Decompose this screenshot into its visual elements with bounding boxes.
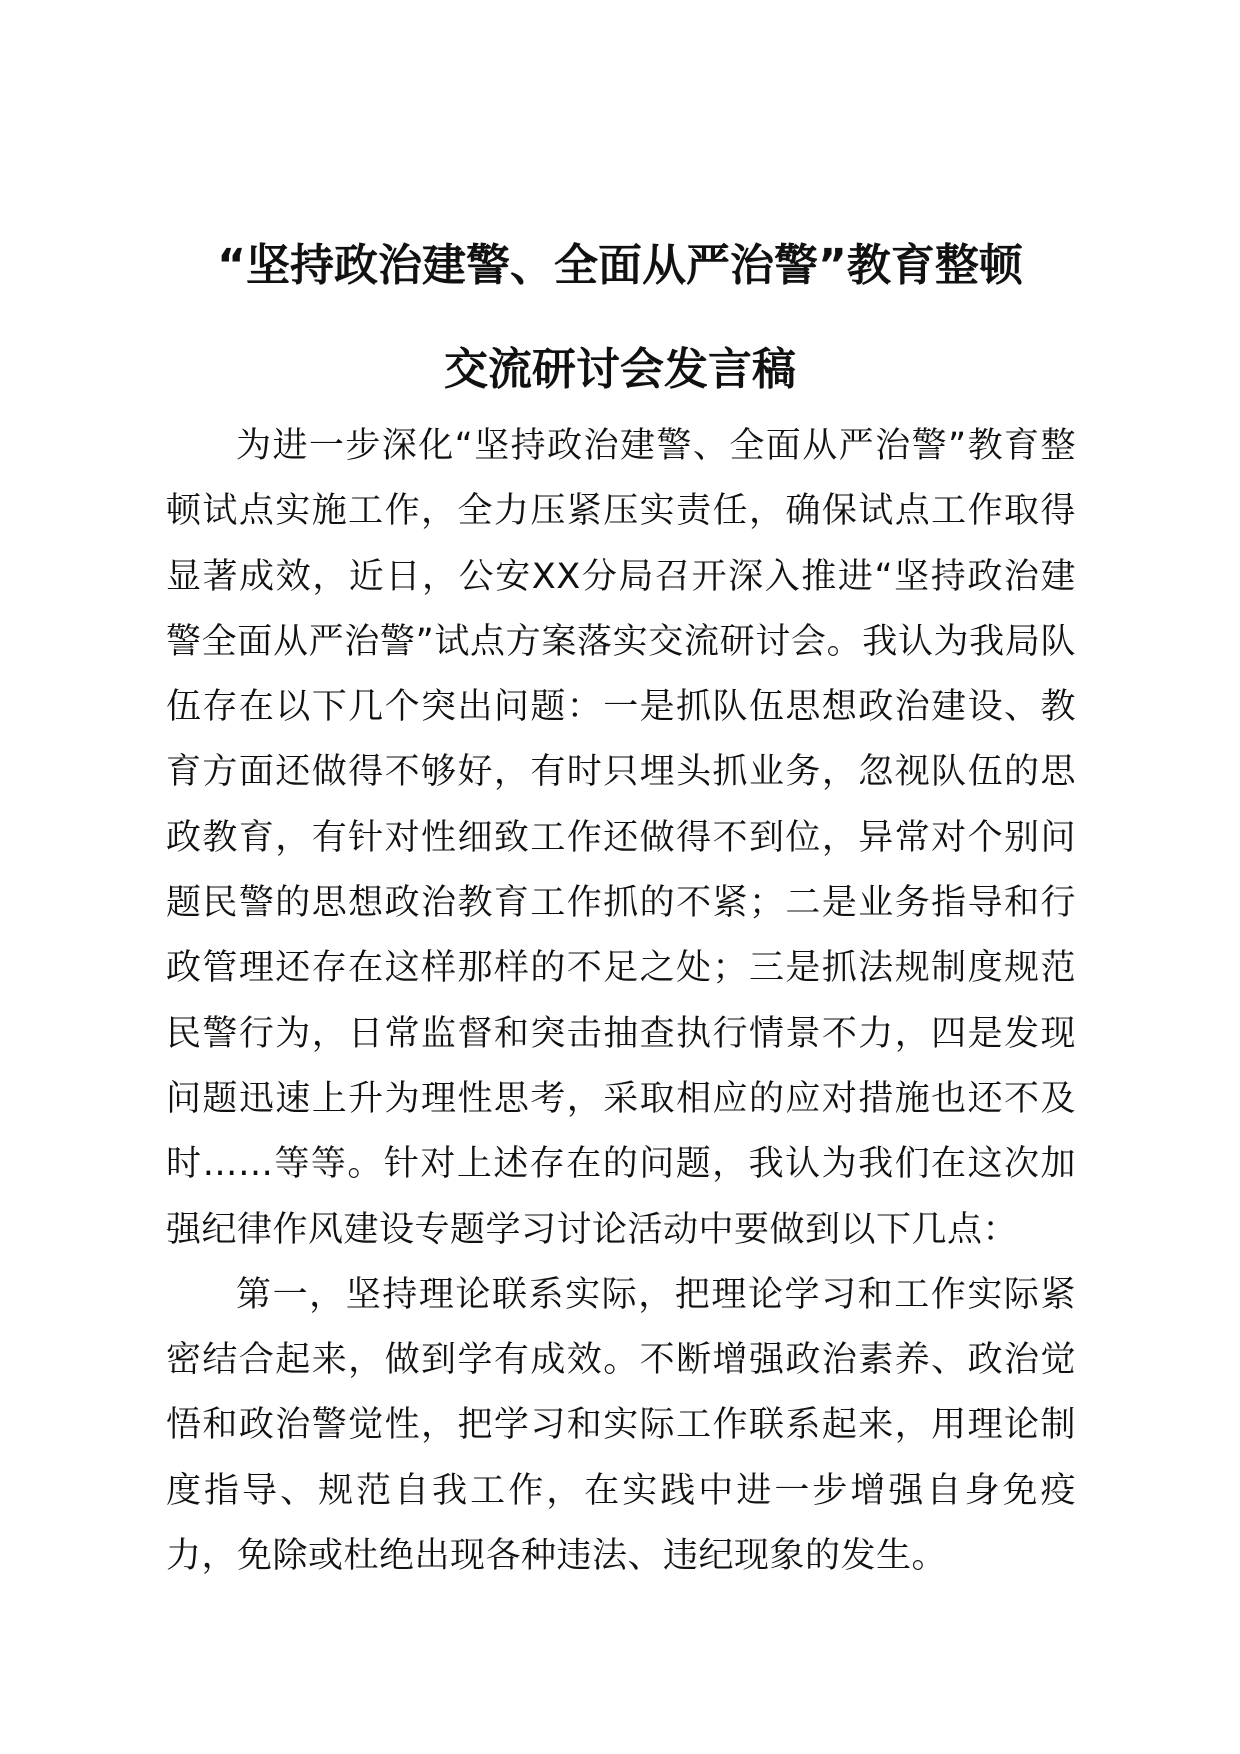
title-line-2: 交流研讨会发言稿 [444,344,796,395]
document-title [150,214,1090,422]
paragraph-intro: 为进一步深化“坚持政治建警、全面从严治警”教育整顿试点实施工作，全力压紧压实责任，确保试点工作取得显著成效，近日，公安XX分局召开深入推进“坚持政治建警全面从严治警”试点方案落实交流研讨会。我认为我局队伍存在以下几个突出问题：一是抓队伍思想政治建设、教育方面还做得不够好，有时只埋头抓业务，忽视队伍的思政教育，有针对性细致工作还做得不到位，异常对个别问题民警的思想政治教育工作抓的不紧；二是业务指导和行政管理还存在这样那样的不足之处；三是抓法规制度规范民警行为，日常监督和突击抽查执行情景不力，四是发现问题迅速上升为理性思考，采取相应的应对措施也还不及时……等等。针对上述存在的问题，我认为我们在这次加强纪律作风建设专题学习讨论活动中要做到以下几点： [166,426,1076,1250]
paragraph-first-point: 第一，坚持理论联系实际，把理论学习和工作实际紧密结合起来，做到学有成效。不断增强政治素养、政治觉悟和政治警觉性，把学习和实际工作联系起来，用理论制度指导、规范自我工作，在实践中进一步增强自身免疫力，免除或杜绝出现各种违法、违纪现象的发生。 [166,1274,1076,1577]
document-body [166,414,1076,1589]
title-line-1: “坚持政治建警、全面从严治警”教育整顿 [217,240,1023,291]
